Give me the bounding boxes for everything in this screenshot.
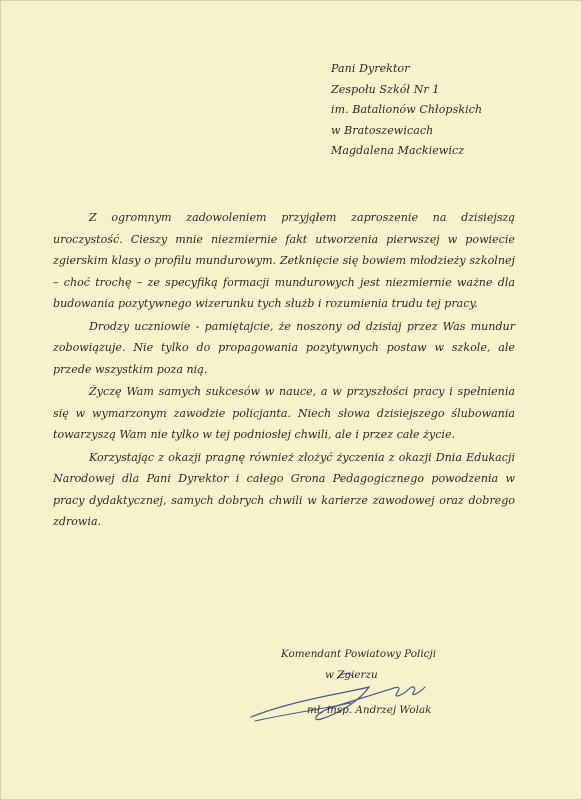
recipient-line: Pani Dyrektor	[331, 62, 410, 75]
body-paragraph: Z ogromnym zadowoleniem przyjąłem zaproszenie na dzisiejszą uroczystość. Cieszy mnie niezmiernie fakt utworzenia pierwszej w powiecie zgierskim klasy o profilu mundurowym. Zetknięcie się bowiem młodzieży szkolnej – choć trochę – ze specyfiką formacji mundurowych jest niezmiernie ważne dla budowania pozytywnego wizerunku tych służb i rozumienia trudu tej pracy.	[53, 211, 515, 310]
body-paragraph: Drodzy uczniowie - pamiętajcie, że noszony od dzisiaj przez Was mundur zobowiązuje. Nie tylko do propagowania pozytywnych postaw w szkole, ale przede wszystkim poza nią.	[53, 319, 515, 376]
signature-place: w Zgierzu	[325, 669, 378, 681]
signature-name: mł. insp. Andrzej Wolak	[307, 704, 432, 716]
recipient-line: w Bratoszewicach	[331, 123, 434, 137]
signature-title: Komendant Powiatowy Policji	[281, 648, 437, 660]
recipient-line: im. Batalionów Chłopskich	[331, 103, 483, 116]
letter-body	[53, 207, 515, 534]
recipient-line: Magdalena Mackiewicz	[331, 144, 465, 157]
recipient-address-block	[331, 59, 571, 162]
signature-block	[281, 644, 501, 721]
body-paragraph: Korzystając z okazji pragnę również złożyć życzenia z okazji Dnia Edukacji Narodowej dla Pani Dyrektor i całego Grona Pedagogicznego powodzenia w pracy dydaktycznej, samych dobrych chwili w karierze zawodowej oraz dobrego zdrowia.	[53, 450, 515, 528]
recipient-line: Zespołu Szkół Nr 1	[331, 82, 440, 96]
body-paragraph: Życzę Wam samych sukcesów w nauce, a w przyszłości pracy i spełnienia się w wymarzonym zawodzie policjanta. Niech słowa dzisiejszego ślubowania towarzyszą Wam nie tylko w tej podniosłej chwili, ale i przez całe życie.	[53, 385, 515, 441]
